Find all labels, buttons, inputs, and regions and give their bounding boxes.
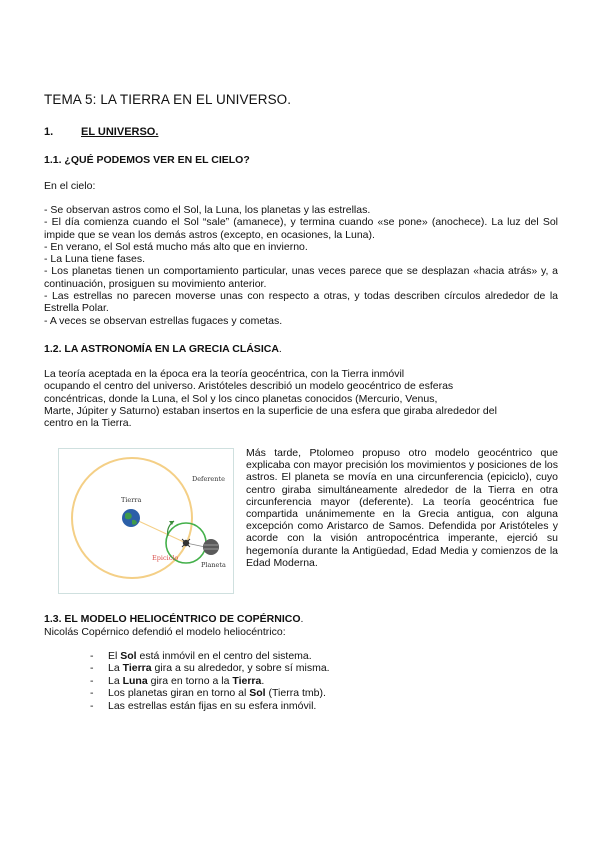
heliocentric-list <box>90 650 330 712</box>
ptolemy-paragraph: Más tarde, Ptolomeo propuso otro modelo geocéntrico que explicaba con mayor precisión los movimientos y posiciones de los astros. El planeta se movía en una circunferencia (epiciclo), cuyo centro giraba simultáneamente alrededor de la Tierra en otra circunferencia mayor (deferente). La teoría geocéntrica fue compartida unánimemente en la Grecia antigua, con alguna excepción como Aristarco de Samos. Defendida por Aristóteles y acorde con la visión antropocéntrica imperante, ejerció su hegemonía durante la Antigüedad, Edad Media y comienzos de la Edad Moderna. <box>246 447 558 569</box>
list-item: - La Tierra gira a su alrededor, y sobre sí misma. <box>90 662 330 674</box>
list-item: - En verano, el Sol está mucho más alto que en invierno. <box>44 240 308 253</box>
subsection-title: 1.3. EL MODELO HELIOCÉNTRICO DE COPÉRNICO <box>44 613 301 625</box>
list-item: - La Luna gira en torno a la Tierra. <box>90 675 330 687</box>
earth-icon <box>122 509 140 527</box>
paragraph-line: La teoría aceptada en la época era la teoría geocéntrica, con la Tierra inmóvil <box>44 368 405 380</box>
list-item: - Los planetas giran en torno al Sol (Tierra tmb). <box>90 687 330 699</box>
list-item: - Se observan astros como el Sol, la Luna, los planetas y las estrellas. <box>44 204 371 216</box>
observations-list <box>44 204 558 327</box>
paragraph-line: Marte, Júpiter y Saturno) estaban insertos en la superficie de una esfera que giraba alrededor del <box>44 404 497 417</box>
figure-frame <box>59 449 234 594</box>
label-planeta: Planeta <box>201 561 226 569</box>
list-item: - Las estrellas están fijas en su esfera inmóvil. <box>90 700 330 712</box>
label-deferente: Deferente <box>192 475 225 483</box>
paragraph-line: ocupando el centro del universo. Aristóteles describió un modelo geocéntrico de esferas <box>44 380 454 393</box>
copernicus-intro: Nicolás Copérnico defendió el modelo heliocéntrico: <box>44 626 286 638</box>
list-item: - Los planetas tienen un comportamiento particular, unas veces parece que se desplazan «hacia atrás» y, a continuación, prosiguen su movimiento anterior. <box>44 265 558 290</box>
label-epiciclo: Epiciclo <box>152 554 179 562</box>
planet-icon <box>203 539 219 555</box>
list-item: - A veces se observan estrellas fugaces y cometas. <box>44 314 283 327</box>
section-number: 1. <box>44 126 54 138</box>
subsection-heading-1-2 <box>44 343 282 355</box>
subsection-title: 1.2. LA ASTRONOMÍA EN LA GRECIA CLÁSICA <box>44 343 279 355</box>
section-heading-1 <box>44 126 158 138</box>
list-item: - Las estrellas no parecen moverse unas con respecto a otras, y todas describen círculos alrededor de la Estrella Polar. <box>44 290 558 315</box>
list-item: - El día comienza cuando el Sol “sale” (amanece), y termina cuando «se pone» (anochece). La luz del Sol impide que se vean los demás astros (excepto, en ocasiones, la Luna). <box>44 216 558 241</box>
section-title: EL UNIVERSO. <box>81 126 159 138</box>
sun-icon <box>182 539 190 547</box>
list-item: - El Sol está inmóvil en el centro del sistema. <box>90 650 330 662</box>
subsection-heading-1-3 <box>44 613 303 625</box>
title-dot: . <box>278 343 282 355</box>
intro-text: En el cielo: <box>44 180 96 192</box>
paragraph-line: centro en la Tierra. <box>44 417 132 430</box>
geocentric-paragraph <box>44 368 504 429</box>
label-tierra: Tierra <box>121 496 142 504</box>
geocentric-model-figure <box>58 448 234 594</box>
paragraph-line: concéntricas, donde la Luna, el Sol y los cinco planetas conocidos (Mercurio, Venus, <box>44 392 438 405</box>
title-dot: . <box>300 613 304 625</box>
list-item: - La Luna tiene fases. <box>44 253 145 266</box>
page-title: TEMA 5: LA TIERRA EN EL UNIVERSO. <box>44 92 292 107</box>
subsection-heading-1-1: 1.1. ¿QUÉ PODEMOS VER EN EL CIELO? <box>44 154 250 166</box>
